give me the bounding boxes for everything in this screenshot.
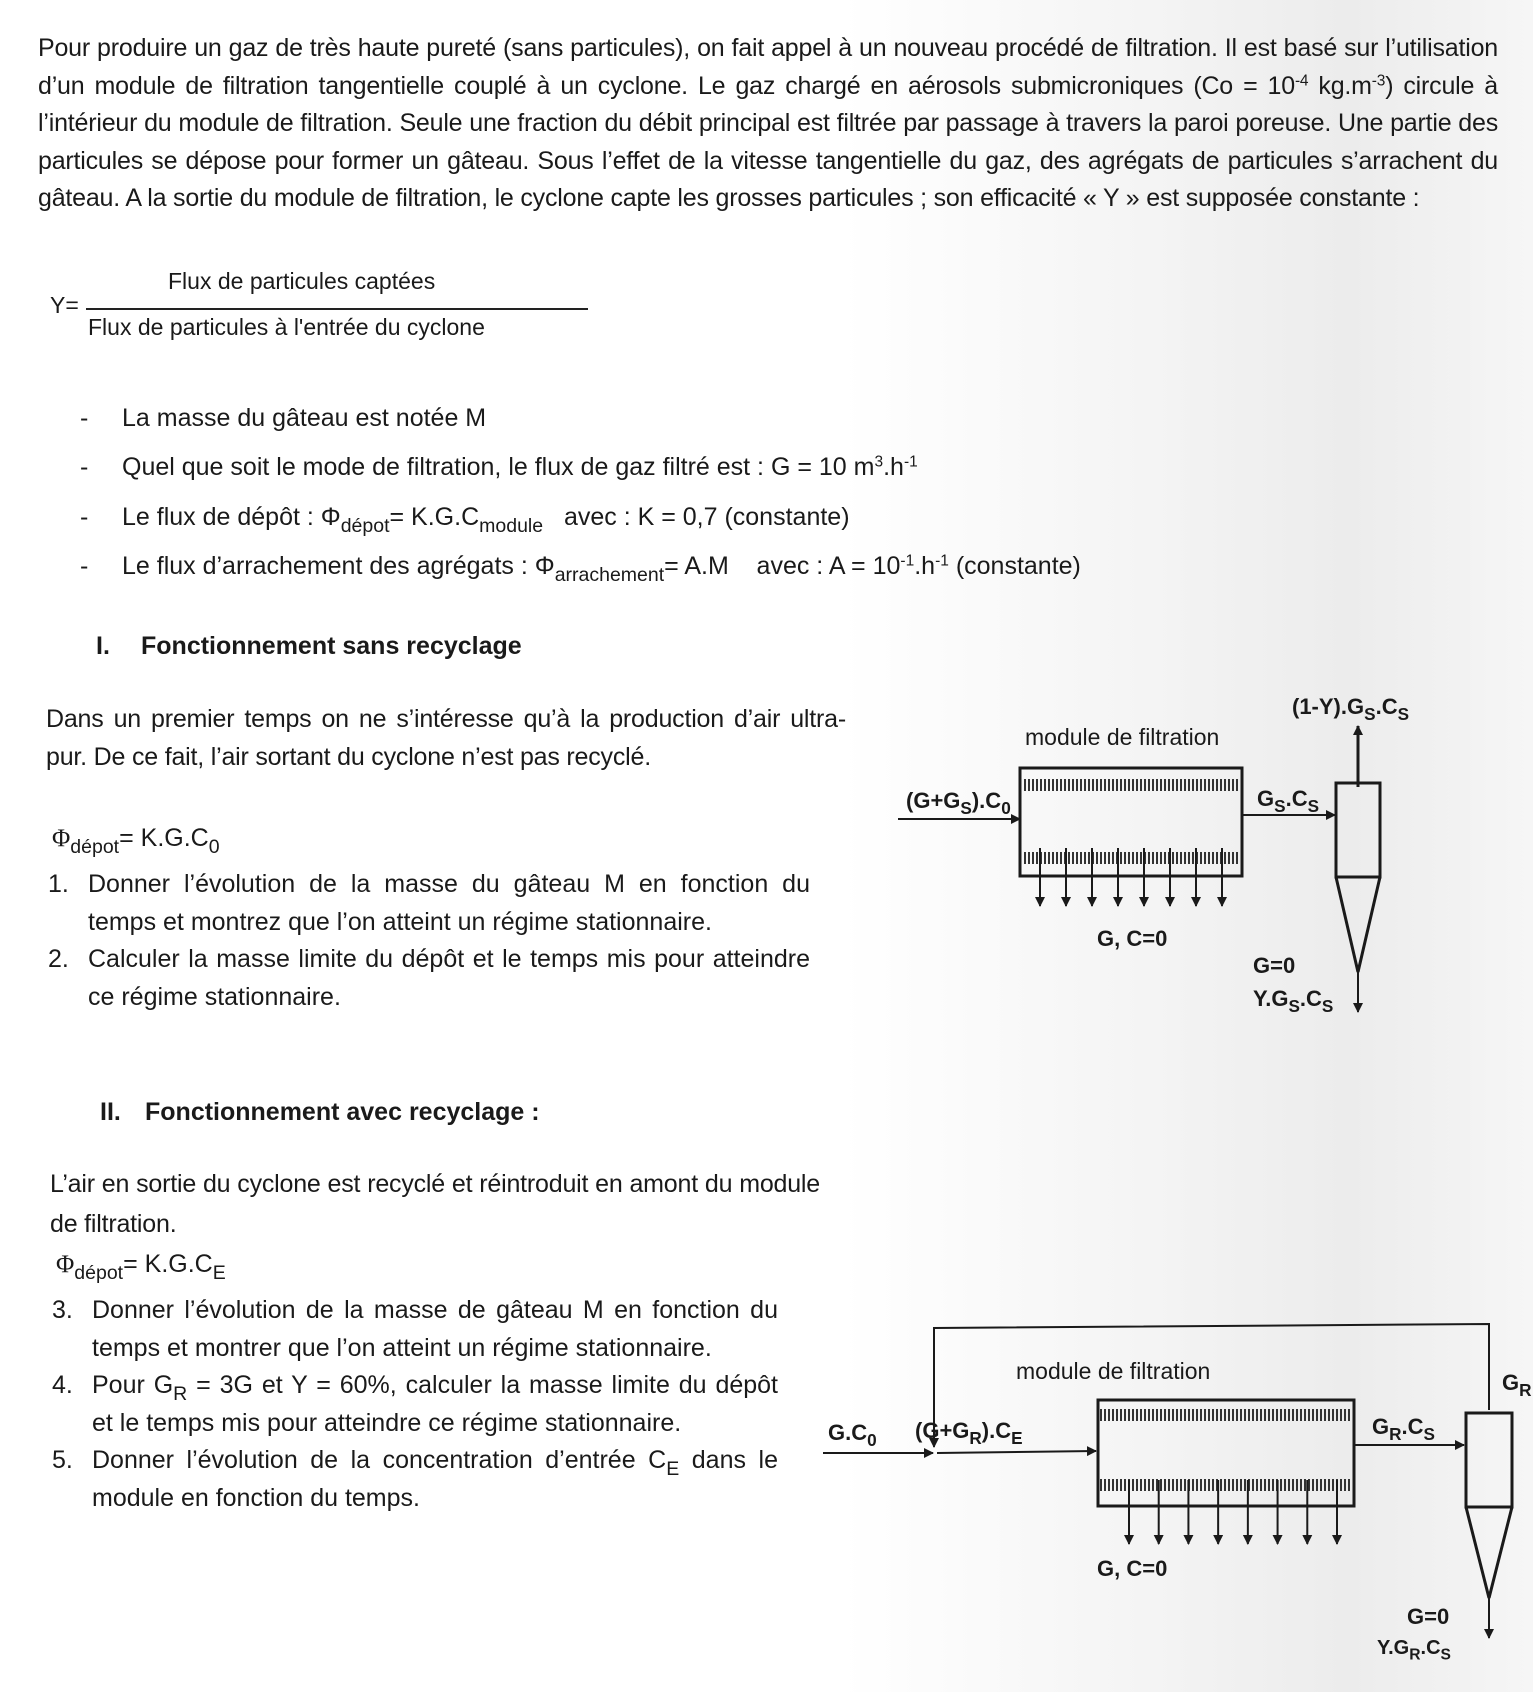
porous-wall-bottom [1022,852,1240,864]
bullet-item [34,552,1081,586]
formula-numerator: Flux de particules captées [168,268,436,294]
label-part: Y.G [1377,1637,1410,1659]
bullet-text: (constante) [948,552,1081,580]
porous-wall-bottom [1100,1479,1352,1491]
formula-sub: E [212,1261,226,1284]
bullet-sup: -1 [903,453,918,471]
intro-text-c: ) circule à l’intérieur du module de filtration. Seule une fraction du débit principal est filtrée par passage à travers la paroi poreuse. Une partie des particules se dépose pour former un gâteau. Sous l’effet de la vitesse tangentielle du gaz, des agrégats de particules s’arrachent du gâteau. A la sortie du module de filtration, le cyclone capte les grosses particules ; son efficacité « Y » est supposée constante : [38,71,1498,212]
bullet-dash: - [80,404,89,432]
bullet-sub: dépot [340,514,390,537]
label-part: G.C [828,1420,868,1445]
label-part: (G+G [915,1418,970,1443]
phi-symbol: Φ [56,1251,75,1278]
label-part: 0 [1001,798,1011,818]
formula-rhs: = K.G.C [119,824,209,852]
question-number: 3. [52,1296,73,1324]
bullet-sup: -1 [935,552,949,570]
bullet-text: Quel que soit le mode de filtration, le flux de gaz filtré est : G = 10 m [122,453,875,481]
cyclone-body [1466,1413,1512,1507]
question-text: Donner l’évolution de la masse de gâteau M en fonction du temps et montrer que l’on atteint un régime stationnaire. [92,1296,778,1362]
bullet-item [34,453,918,482]
label-part: R [1389,1424,1402,1444]
bullet-text: avec : K = 0,7 (constante) [543,503,850,531]
question-item [48,941,810,1016]
cyclone-underflow-label [1253,986,1334,1016]
question-number: 1. [48,870,69,898]
label-part: S [1364,704,1376,724]
bullet-sup: -1 [900,552,915,570]
section-number: I. [96,632,110,660]
formula-sub: 0 [208,835,220,858]
section-2-heading [100,1098,540,1127]
intro-exp-1: -4 [1294,71,1309,89]
formula-lhs: Y= [50,292,79,318]
bullet-sub: arrachement [554,563,665,586]
cyclone-underflow-g-label: G=0 [1253,953,1296,978]
bullet-text: Le flux d’arrachement des agrégats : Φ [122,552,555,580]
label-part: ).C [981,1418,1012,1443]
question-text: dans le module en fonction du temps. [92,1446,778,1512]
label-part: (G+G [906,788,961,813]
intro-text-a: Pour produire un gaz de très haute pureté (sans particules), on fait appel à un nouveau procédé de filtration. Il est basé sur l’utilisation d’un module de filtration tangentielle couplé à un cyclone. Le gaz chargé en aérosols submicroniques (Co = 10 [38,34,1498,100]
bullet-text: .h [883,453,904,481]
bullet-dash: - [80,552,89,580]
label-part: S [1397,704,1410,724]
porous-wall-top [1022,779,1240,791]
cyclone-underflow-label [1377,1637,1451,1664]
bullet-text: = K.G.C [389,503,480,531]
label-part: R [1519,1380,1532,1400]
bullet-text: .h [914,552,936,580]
question-item [52,1292,778,1367]
label-part: .C [1375,694,1398,719]
bullet-dash: - [80,503,89,531]
label-part: 0 [867,1430,877,1450]
bullet-text: = A.M avec : A = 10 [664,552,901,580]
outlet-label [1257,786,1320,816]
question-number: 2. [48,945,69,973]
diagram-without-recycling [880,680,1480,1020]
filtrate-label: G, C=0 [1097,926,1168,951]
section-title: Fonctionnement avec recyclage : [145,1098,540,1126]
section-1-formula [52,824,220,858]
label-part: S [1288,996,1300,1016]
porous-wall-top [1100,1409,1352,1421]
question-item [48,866,810,941]
section-2-questions [52,1292,778,1517]
label-part: (1-Y).G [1292,694,1365,719]
section-2-paragraph: L’air en sortie du cyclone est recyclé et réintroduit en amont du module de filtration. [50,1170,820,1238]
module-title: module de filtration [1025,724,1220,750]
question-sub: R [173,1382,188,1405]
bullet-item [34,503,850,537]
label-part: Y.G [1253,986,1289,1011]
section-1-questions [48,866,810,1016]
formula-rhs: = K.G.C [123,1250,213,1278]
inlet-label [915,1418,1023,1448]
section-1-heading [96,632,522,661]
bullet-text: Le flux de dépôt : Φ [122,503,341,531]
recycle-label [1502,1370,1532,1400]
question-number: 5. [52,1446,73,1474]
filtrate-label: G, C=0 [1097,1556,1168,1581]
phi-symbol: Φ [52,825,71,852]
section-2-formula [56,1250,226,1284]
formula-sub: dépot [74,1261,124,1284]
inlet-arrow [937,1451,1096,1453]
feed-label [828,1420,877,1450]
label-part: S [1321,996,1334,1016]
label-part: .C [1401,1414,1424,1439]
diagram-with-recycling [800,1290,1533,1690]
label-part: G [1502,1370,1520,1395]
outlet-label [1372,1414,1435,1444]
module-title: module de filtration [1016,1358,1211,1384]
label-part: S [1423,1424,1435,1444]
intro-text-b: kg.m [1308,71,1372,100]
formula-sub: dépot [70,835,120,858]
label-part: S [960,798,972,818]
label-part: .C [1299,986,1322,1011]
bullet-item [34,404,486,433]
label-part: R [969,1428,982,1448]
cyclone-underflow-g-label: G=0 [1407,1604,1450,1629]
question-number: 4. [52,1371,73,1399]
label-part: R [1409,1646,1421,1664]
cyclone-cone [1336,877,1380,972]
label-part: G [1372,1414,1390,1439]
bullet-dash: - [80,453,89,481]
section-1-paragraph: Dans un premier temps on ne s’intéresse qu’à la production d’air ultra-pur. De ce fait, l’air sortant du cyclone n’est pas recyclé. [46,705,846,771]
cyclone-overflow-label [1292,694,1410,724]
label-part: G [1257,786,1275,811]
question-text: = 3G et Y = 60%, calculer la masse limite du dépôt et le temps mis pour atteindre ce régime stationnaire. [92,1371,779,1437]
question-text: Donner l’évolution de la masse du gâteau M en fonction du temps et montrez que l’on atteint un régime stationnaire. [88,870,810,936]
section-title: Fonctionnement sans recyclage [141,632,522,660]
section-number: II. [100,1098,121,1126]
question-sub: E [666,1457,680,1480]
fraction-bar [86,308,588,310]
question-item [52,1442,778,1517]
label-part: S [1440,1646,1451,1664]
intro-paragraph [38,30,1498,218]
question-text: Pour G [92,1371,174,1399]
bullet-sup: 3 [874,453,884,471]
bullet-sub: module [479,514,544,537]
label-part: .C [1285,786,1308,811]
label-part: E [1011,1428,1023,1448]
label-part: S [1307,796,1320,816]
label-part: S [1274,796,1286,816]
inlet-label [906,788,1011,818]
formula-denominator: Flux de particules à l'entrée du cyclone [88,314,485,340]
cyclone-body [1336,783,1380,877]
question-text: Donner l’évolution de la concentration d’entrée C [92,1446,667,1474]
label-part: .C [1420,1637,1441,1659]
efficiency-formula [50,268,590,348]
question-item [52,1367,778,1442]
question-text: Calculer la masse limite du dépôt et le temps mis pour atteindre ce régime stationnaire. [88,945,810,1011]
cyclone-cone [1466,1507,1512,1598]
diagram-2-graphics [800,1290,1533,1690]
bullet-text: La masse du gâteau est notée M [122,404,487,432]
intro-exp-2: -3 [1371,71,1386,89]
label-part: ).C [971,788,1002,813]
